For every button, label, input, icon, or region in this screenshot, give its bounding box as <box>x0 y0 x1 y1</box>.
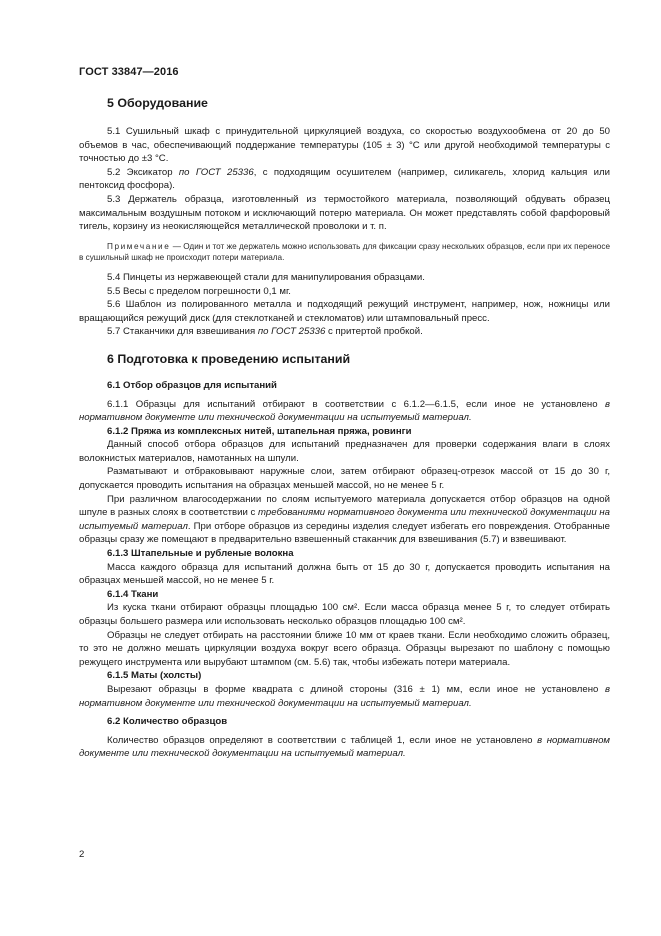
paragraph-5-5: 5.5 Весы с пределом погрешности 0,1 мг. <box>107 285 291 297</box>
subsection-6-2-title: 6.2 Количество образцов <box>107 716 228 728</box>
paragraph-5-1: 5.1 Сушильный шкаф с принудительной циркуляцией воздуха, со скоростью воздухообмена от 20 до 50 объемов в час, обеспечивающий поддержание температуры (105 ± 3) °С или другой необходимой температуры с точностью до ±3 °С. <box>79 126 610 165</box>
paragraph-5-4: 5.4 Пинцеты из нержавеющей стали для манипулирования образцами. <box>107 271 425 283</box>
subsection-6-1-4-title: 6.1.4 Ткани <box>107 588 159 600</box>
paragraph-6-1-1: 6.1.1 Образцы для испытаний отбирают в соответствии с 6.1.2—6.1.5, если иное не установлено в нормативном документе или технической документации на испытуемый материал. <box>79 398 610 424</box>
paragraph-6-1-4-a: Из куска ткани отбирают образцы площадью 100 см². Если масса образца менее 5 г, то следует отбирать образцы большего размера или использовать несколько образцов площадью 100 см². <box>79 602 610 627</box>
section-6-title: 6 Подготовка к проведению испытаний <box>107 351 351 366</box>
subsection-6-1-5-title: 6.1.5 Маты (холсты) <box>107 670 202 682</box>
paragraph-6-1-2-c: При различном влагосодержании по слоям испытуемого материала допускается отбор образцов на одной шпуле в разных слоях в соответствии с требованиями нормативного документа или технической документации на испытуемый материал. При отборе образцов из середины изделия следует избегать его повреждения. Отобранные образцы сразу же помещают в предварительно взвешенный стаканчик для взвешивания (5.7) и взвешивают. <box>79 493 611 546</box>
paragraph-6-1-2-a: Данный способ отбора образцов для испытаний предназначен для проверки содержания влаги в слоях волокнистых материалов, намотанных на шпули. <box>79 439 610 464</box>
document-header-code: ГОСТ 33847—2016 <box>79 66 179 78</box>
note-label: Примечание <box>107 241 171 251</box>
paragraph-5-7: 5.7 Стаканчики для взвешивания по ГОСТ 25336 с притертой пробкой. <box>107 326 423 338</box>
page-content <box>79 95 610 761</box>
subsection-6-1-2-title: 6.1.2 Пряжа из комплексных нитей, штапельная пряжа, ровинги <box>107 425 412 437</box>
section-5-title: 5 Оборудование <box>107 96 208 110</box>
paragraph-6-2: Количество образцов определяют в соответствии с таблицей 1, если иное не установлено в нормативном документе или технической документации на испытуемый материал. <box>79 734 610 760</box>
paragraph-6-1-5: Вырезают образцы в форме квадрата с длиной стороны (316 ± 1) мм, если иное не установлено в нормативном документе или технической документации на испытуемый материал. <box>79 683 610 709</box>
paragraph-6-1-4-b: Образцы не следует отбирать на расстоянии ближе 10 мм от краев ткани. Если необходимо сложить образец, то это не должно мешать циркуляции воздуха вокруг всего образца. Образцы вырезают по шаблону с помощью режущего инструмента или вырубают штампом (см. 5.6) так, чтобы избежать потери материала. <box>79 629 610 668</box>
note-5-3: Примечание — Один и тот же держатель можно использовать для фиксации сразу нескольких образцов, если при их переносе в сушильный шкаф не происходит потери материала. <box>79 241 610 263</box>
paragraph-6-1-2-b: Разматывают и отбраковывают наружные слои, затем отбирают образец-отрезок массой от 15 до 30 г, допускается проводить испытания на образцах меньшей массой, но не менее 5 г. <box>79 466 610 492</box>
paragraph-5-3: 5.3 Держатель образца, изготовленный из термостойкого материала, позволяющий обдувать образец максимальным воздушным потоком и исключающий потерю материала. Он может представлять собой фарфоровый тигель, корзину из неокисляющейся металлической проволоки и т. п. <box>79 193 610 233</box>
paragraph-6-1-3: Масса каждого образца для испытаний должна быть от 15 до 30 г, допускается проводить испытания на образцах меньшей массой, но не менее 5 г. <box>79 561 610 587</box>
subsection-6-1-3-title: 6.1.3 Штапельные и рубленые волокна <box>107 548 294 560</box>
paragraph-5-6: 5.6 Шаблон из полированного металла и подходящий режущий инструмент, например, нож, ножницы или вращающийся режущий диск (для стеклотканей и стекломатов) или штамповальный пресс. <box>79 299 610 324</box>
page-number: 2 <box>79 849 85 860</box>
subsection-6-1-title: 6.1 Отбор образцов для испытаний <box>107 379 277 391</box>
paragraph-5-2: 5.2 Эксикатор по ГОСТ 25336, с подходящим осушителем (например, силикагель, хлорид кальция или пентоксид фосфора). <box>79 166 610 192</box>
